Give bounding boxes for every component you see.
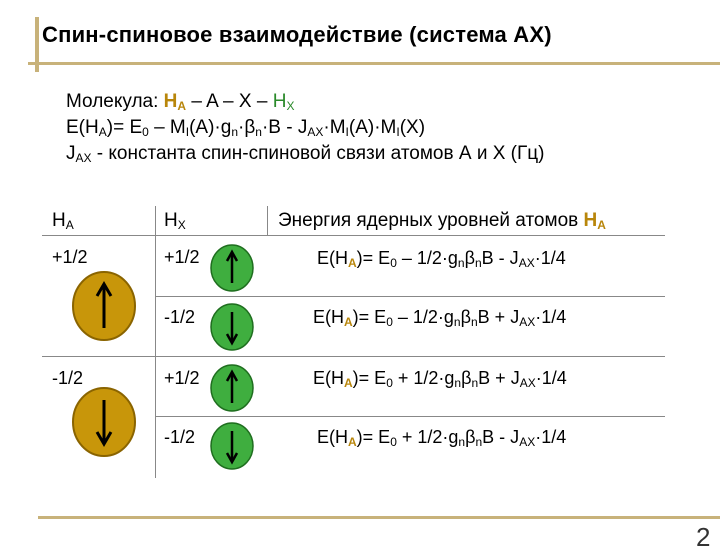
energy-formula-row: $E(H_A)= E_0 - 1/2\cdot g_n\beta_nB - J_{AX}\cdot 1/4$ xyxy=(317,248,566,270)
slide-number: 2 xyxy=(696,522,711,552)
table-row-rule xyxy=(155,416,665,417)
hx-spin-value: -1/2 xyxy=(164,307,196,327)
intro-block xyxy=(66,89,545,167)
hx-spin-down-ball xyxy=(208,302,256,352)
slide-title: Спин-спиновое взаимодействие (система АХ) xyxy=(42,22,552,47)
molecule-line xyxy=(66,89,545,115)
table-row-rule xyxy=(155,296,665,297)
hx-spin-up-ball xyxy=(208,243,256,293)
ha-spin-up-ball xyxy=(70,270,138,342)
energy-formula-row: $E(H_A)= E_0 - 1/2\cdot g_n\beta_nB + J_{AX}\cdot 1/4$ xyxy=(313,307,567,329)
ha-spin-value: -1/2 xyxy=(52,368,84,388)
accent-bottom-rule xyxy=(38,516,720,519)
ha-spin-value: +1/2 xyxy=(52,247,88,267)
hx-spin-value: -1/2 xyxy=(164,427,196,447)
col-header-hx: $H_X$ xyxy=(164,210,186,232)
hx-spin-up-ball xyxy=(208,363,256,413)
table-header-rule xyxy=(42,235,665,236)
hx-spin-value: +1/2 xyxy=(164,247,200,267)
table-col-rule xyxy=(267,206,268,236)
molecule-chain: – A – X – xyxy=(186,91,273,112)
ha-symbol: $H_A$ xyxy=(163,91,187,113)
energy-formula-row: $E(H_A)= E_0 + 1/2\cdot g_n\beta_nB - J_{AX}\cdot 1/4$ xyxy=(317,427,567,449)
molecule-label: Молекула: xyxy=(66,91,164,112)
hx-spin-down-ball xyxy=(208,421,256,471)
hx-spin-value: +1/2 xyxy=(164,368,200,388)
col-header-energy: Энергия ядерных уровней атомов $H_A$ xyxy=(278,210,606,232)
table-col-rule xyxy=(155,206,156,478)
energy-formula-row: $E(H_A)= E_0 + 1/2\cdot g_n\beta_nB + J_{AX}\cdot 1/4$ xyxy=(313,368,567,390)
ha-spin-down-ball xyxy=(70,386,138,458)
energy-formula-line: $E(H_A)= E_0 - M_I(A)\cdot g_n\cdot\beta_n\cdot B - J_{AX}\cdot M_I(A)\cdot M_I(X)$ xyxy=(66,117,426,139)
jax-definition-line: $J_{AX}$ - константа спин-спиновой связи атомов А и Х (Гц) xyxy=(66,143,545,165)
accent-title-rule xyxy=(28,62,720,65)
energy-levels-table xyxy=(42,206,665,478)
col-header-ha: $H_A$ xyxy=(52,210,74,232)
table-group-rule xyxy=(42,356,665,357)
hx-symbol: $H_X$ xyxy=(272,91,295,113)
